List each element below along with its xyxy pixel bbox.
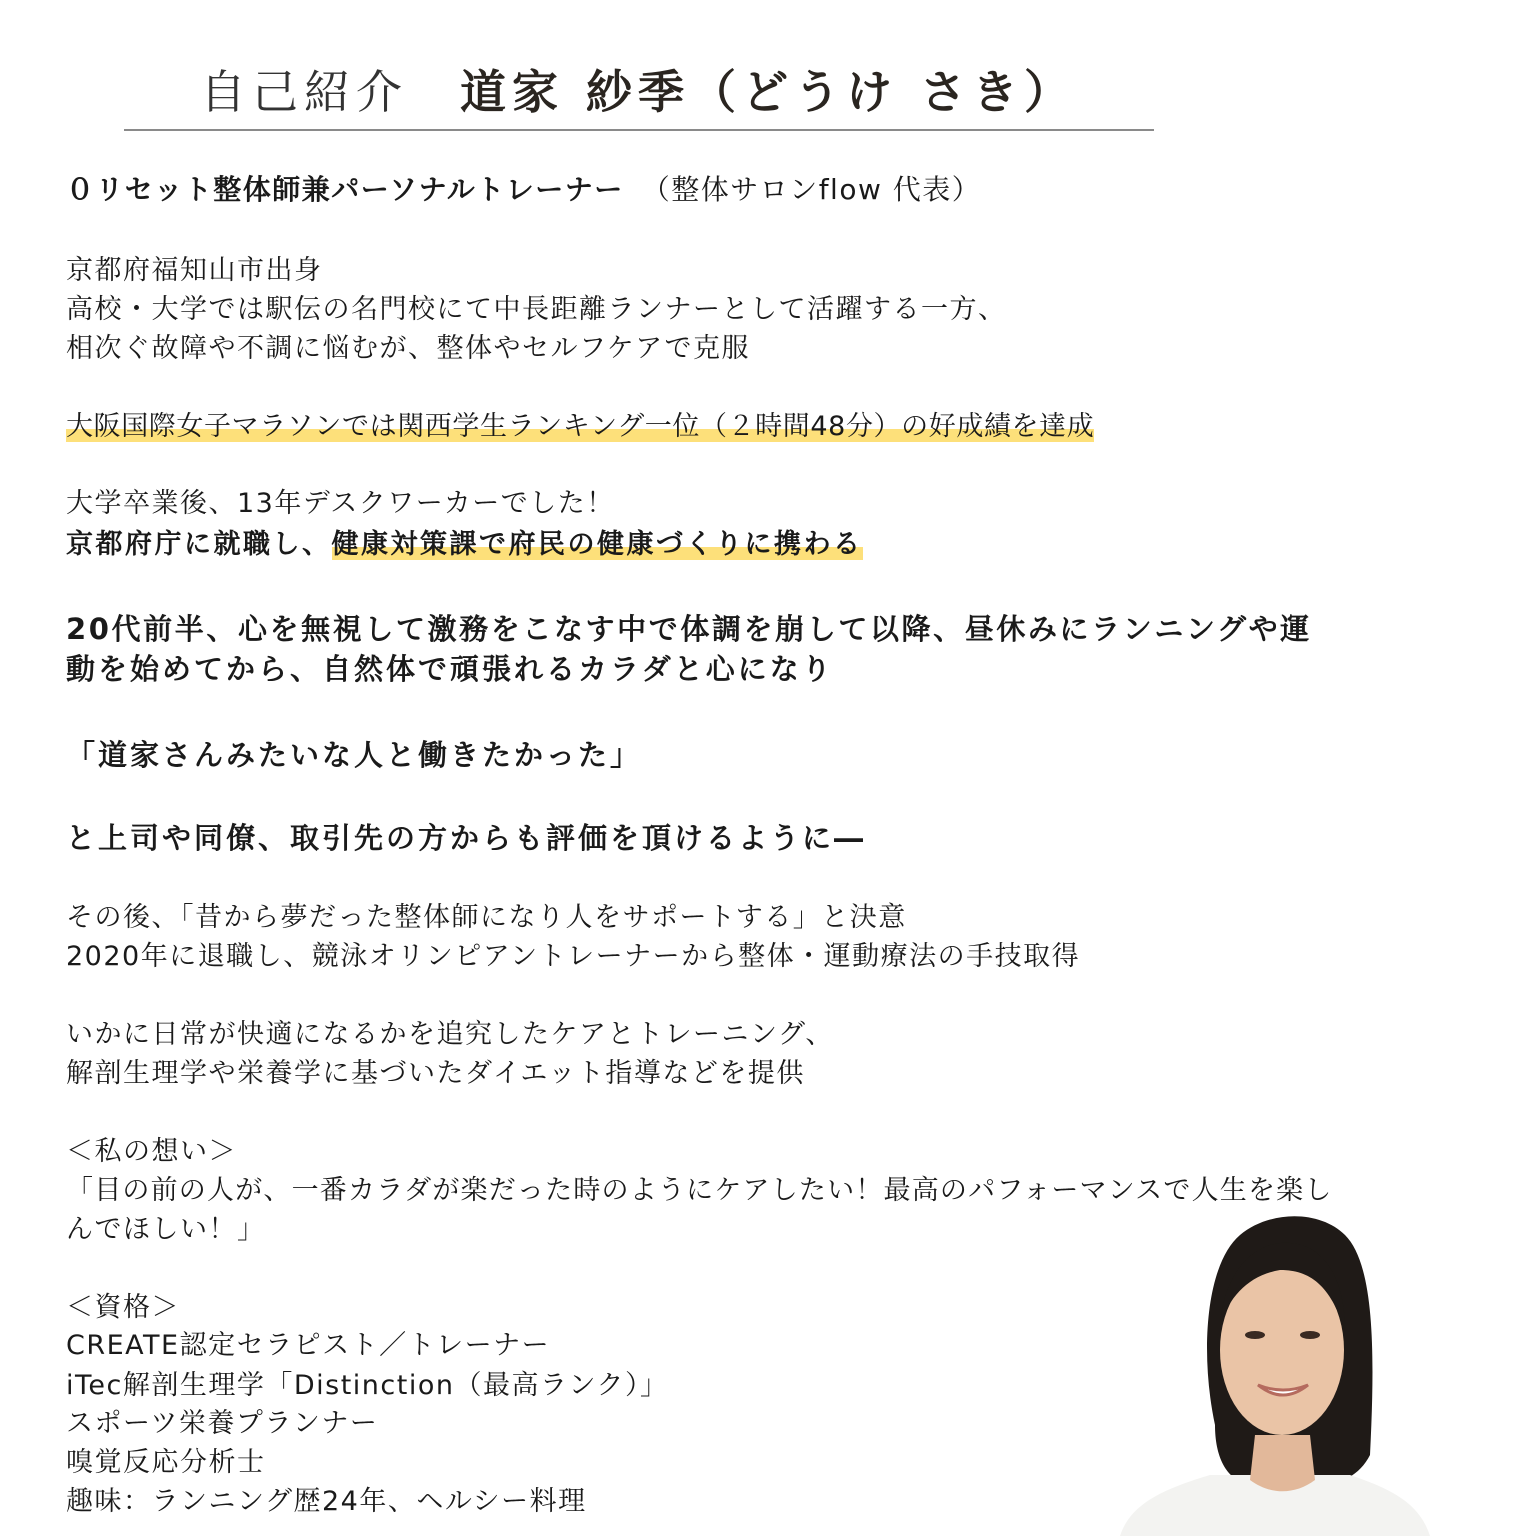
highlighted-line xyxy=(66,407,1094,447)
bold-line: 動を始めてから、自然体で頑張れるカラダと心になり xyxy=(66,652,834,686)
text-line: 「目の前の人が、一番カラダが楽だった時のようにケアしたい！最高のパフォーマンスで人生を楽し xyxy=(66,1175,1333,1206)
text-line: その後、「昔から夢だった整体師になり人をサポートする」と決意 xyxy=(66,902,907,933)
text-line: 解剖生理学や栄養学に基づいたダイエット指導などを提供 xyxy=(66,1058,805,1089)
highlight-health: 健康対策課で府民の健康づくりに携わる xyxy=(331,529,863,560)
headline xyxy=(66,170,981,210)
page-title xyxy=(200,56,1076,122)
text-line: 高校・大学では駅伝の名門校にて中長距離ランナーとして活躍する一方、 xyxy=(66,294,1007,325)
qualification-item: スポーツ栄養プランナー xyxy=(66,1408,379,1439)
text-line: んでほしい！」 xyxy=(66,1214,266,1245)
qualification-item: iTec解剖生理学「Distinction（最高ランク）」 xyxy=(66,1370,669,1401)
section-heading: ＜私の想い＞ xyxy=(66,1136,237,1167)
bold-line xyxy=(66,525,863,565)
qualification-item: 嗅覚反応分析士 xyxy=(66,1447,266,1478)
bold-line: と上司や同僚、取引先の方からも評価を頂けるように― xyxy=(66,821,867,855)
title-divider xyxy=(124,129,1154,131)
highlight-marathon: 大阪国際女子マラソンでは関西学生ランキング一位（２時間48分）の好成績を達成 xyxy=(66,411,1095,442)
text-line: いかに日常が快適になるかを追究したケアとトレーニング、 xyxy=(66,1019,834,1050)
quote-line: 「道家さんみたいな人と働きたかった」 xyxy=(66,738,643,772)
text-line: 2020年に退職し、競泳オリンピアントレーナーから整体・運動療法の手技取得 xyxy=(66,941,1081,972)
text-line: 大学卒業後、13年デスクワーカーでした！ xyxy=(66,488,615,519)
title-name: 道家 紗季（どうけ さき） xyxy=(460,65,1077,119)
bold-text: 京都府庁に就職し、 xyxy=(66,529,332,560)
hobby-line: 趣味：ランニング歴24年、ヘルシー料理 xyxy=(66,1486,587,1517)
title-label: 自己紹介 xyxy=(200,65,408,119)
qualification-item: CREATE認定セラピスト／トレーナー xyxy=(66,1330,551,1361)
profile-photo xyxy=(1120,1205,1440,1536)
text-line: 京都府福知山市出身 xyxy=(66,255,323,286)
headline-sub: （整体サロンflow 代表） xyxy=(641,173,982,206)
bold-line: 20代前半、心を無視して激務をこなす中で体調を崩して以降、昼休みにランニングや運 xyxy=(66,612,1312,646)
section-heading: ＜資格＞ xyxy=(66,1292,180,1323)
headline-main: ０リセット整体師兼パーソナルトレーナー xyxy=(66,173,624,206)
text-line: 相次ぐ故障や不調に悩むが、整体やセルフケアで克服 xyxy=(66,333,750,364)
